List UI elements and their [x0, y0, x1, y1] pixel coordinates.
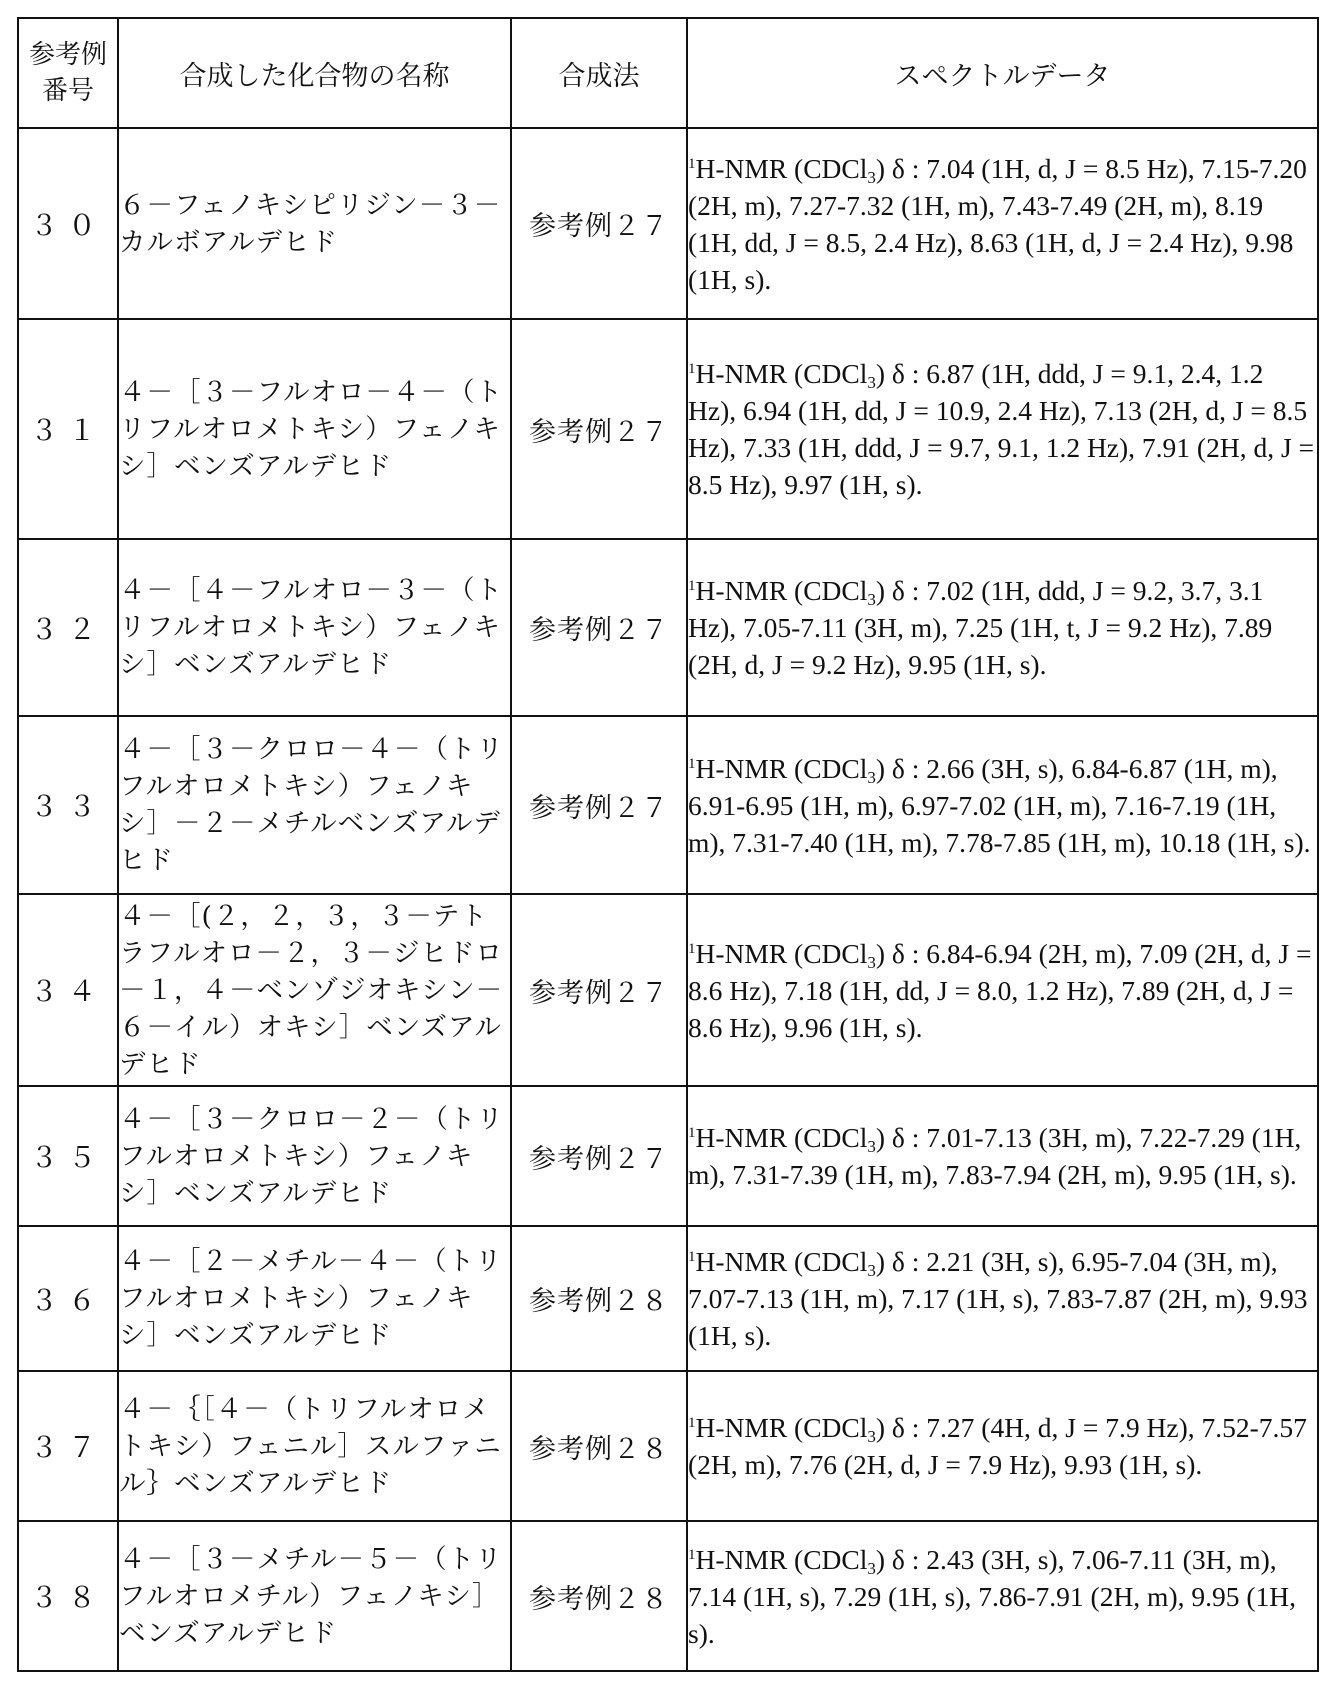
compound-name: ４－［３－メチル－５－（トリフルオロメチル）フェノキシ］ベンズアルデヒド: [118, 1521, 511, 1671]
reference-number: ３０: [18, 128, 118, 319]
nmr-delta: ) δ :: [875, 1543, 927, 1575]
nmr-label: H-NMR (CDCl: [695, 1543, 868, 1575]
nmr-label: H-NMR (CDCl: [695, 1246, 868, 1277]
nmr-isotope: 1: [688, 1415, 696, 1431]
nmr-isotope: 1: [688, 755, 696, 772]
synthesis-method: 参考例２７: [511, 319, 687, 539]
table-row: [18, 319, 1318, 539]
compound-name: ４－［２－メチル－４－（トリフルオロメトキシ）フェノキシ］ベンズアルデヒド: [118, 1226, 511, 1371]
header-number-line2: 番号: [41, 76, 94, 106]
nmr-peaks: 7.01-7.13 (3H, m), 7.22-7.29 (1H, m), 7.31-7.39 (1H, m), 7.83-7.94 (2H, m), 9.95 (1H, s).: [688, 1122, 1302, 1190]
header-compound-name: 合成した化合物の名称: [118, 18, 511, 128]
spectrum-data: [687, 1086, 1318, 1226]
table-row: [18, 1226, 1318, 1371]
header-reference-number: [18, 18, 118, 128]
spectrum-data: [687, 319, 1318, 539]
header-synthesis-method: 合成法: [511, 18, 687, 128]
nmr-solvent-subscript: 3: [867, 1261, 876, 1280]
nmr-delta: ) δ :: [875, 1412, 927, 1443]
compound-name: ４－｛［４－（トリフルオロメトキシ）フェニル］スルファニル｝ベンズアルデヒド: [118, 1371, 511, 1521]
nmr-label: H-NMR (CDCl: [695, 152, 868, 184]
synthesis-method: 参考例２８: [511, 1371, 687, 1521]
header-row: [18, 18, 1318, 128]
nmr-isotope: 1: [688, 361, 696, 377]
reference-number: ３５: [18, 1086, 118, 1226]
nmr-peaks: 7.27 (4H, d, J = 7.9 Hz), 7.52-7.57 (2H, m), 7.76 (2H, d, J = 7.9 Hz), 9.93 (1H, s).: [688, 1412, 1307, 1480]
spectrum-data: [687, 128, 1318, 319]
nmr-isotope: 1: [688, 1249, 696, 1265]
nmr-delta: ) δ :: [875, 152, 927, 184]
nmr-solvent-subscript: 3: [867, 767, 876, 787]
compound-name: ４－［３－クロロ－２－（トリフルオロメトキシ）フェノキシ］ベンズアルデヒド: [118, 1086, 511, 1226]
nmr-delta: ) δ :: [875, 937, 927, 969]
nmr-peaks: 2.21 (3H, s), 6.95-7.04 (3H, m), 7.07-7.13 (1H, m), 7.17 (1H, s), 7.83-7.87 (2H, m), 9.93 (1H, s).: [688, 1246, 1308, 1351]
reference-number: ３８: [18, 1521, 118, 1671]
reference-number: ３４: [18, 894, 118, 1086]
nmr-peaks: 7.04 (1H, d, J = 8.5 Hz), 7.15-7.20 (2H, m), 7.27-7.32 (1H, m), 7.43-7.49 (2H, m), 8.19 (1H, dd, J = 8.5, 2.4 Hz), 8.63 (1H, d, J = 2.4 Hz), 9.98 (1H, s).: [688, 152, 1307, 295]
table-row: [18, 1371, 1318, 1521]
nmr-isotope: 1: [688, 1125, 696, 1141]
reference-number: ３３: [18, 716, 118, 894]
nmr-solvent-subscript: 3: [867, 952, 876, 972]
nmr-delta: ) δ :: [875, 1246, 927, 1277]
compound-name: ４－［(２，２，３，３－テトラフルオロ－２，３－ジヒドロ－１，４－ベンゾジオキシン－６－イル）オキシ］ベンズアルデヒド: [118, 894, 511, 1086]
reference-number: ３６: [18, 1226, 118, 1371]
header-spectrum-data: スペクトルデータ: [687, 18, 1318, 128]
nmr-peaks: 6.87 (1H, ddd, J = 9.1, 2.4, 1.2 Hz), 6.94 (1H, dd, J = 10.9, 2.4 Hz), 7.13 (2H, d, J = 8.5 Hz), 7.33 (1H, ddd, J = 9.7, 9.1, 1.2 Hz), 7.91 (2H, d, J = 8.5 Hz), 9.97 (1H, s).: [688, 358, 1315, 500]
nmr-solvent-subscript: 3: [867, 1558, 876, 1578]
nmr-delta: ) δ :: [875, 575, 927, 606]
synthesis-method: 参考例２７: [511, 128, 687, 319]
nmr-label: H-NMR (CDCl: [695, 1412, 868, 1443]
nmr-isotope: 1: [688, 940, 696, 957]
spectrum-data: [687, 1226, 1318, 1371]
compound-name: ６－フェノキシピリジン－３－カルボアルデヒド: [118, 128, 511, 319]
nmr-solvent-subscript: 3: [867, 167, 876, 187]
nmr-label: H-NMR (CDCl: [695, 1122, 868, 1153]
nmr-label: H-NMR (CDCl: [695, 358, 868, 389]
table-row: [18, 539, 1318, 716]
nmr-peaks: 6.84-6.94 (2H, m), 7.09 (2H, d, J = 8.6 Hz), 7.18 (1H, dd, J = 8.0, 1.2 Hz), 7.89 (2H, d, J = 8.6 Hz), 9.96 (1H, s).: [688, 937, 1312, 1043]
reference-number: ３１: [18, 319, 118, 539]
nmr-label: H-NMR (CDCl: [695, 575, 868, 606]
reference-number: ３７: [18, 1371, 118, 1521]
spectrum-data: [687, 1521, 1318, 1671]
synthesis-method: 参考例２８: [511, 1521, 687, 1671]
synthesis-method: 参考例２７: [511, 894, 687, 1086]
synthesis-method: 参考例２７: [511, 716, 687, 894]
nmr-peaks: 2.43 (3H, s), 7.06-7.11 (3H, m), 7.14 (1H, s), 7.29 (1H, s), 7.86-7.91 (2H, m), 9.95 (1H, s).: [688, 1543, 1296, 1649]
nmr-label: H-NMR (CDCl: [695, 937, 868, 969]
reference-number: ３２: [18, 539, 118, 716]
nmr-solvent-subscript: 3: [867, 1427, 876, 1446]
nmr-peaks: 2.66 (3H, s), 6.84-6.87 (1H, m), 6.91-6.95 (1H, m), 6.97-7.02 (1H, m), 7.16-7.19 (1H, m), 7.31-7.40 (1H, m), 7.78-7.85 (1H, m), 10.18 (1H, s).: [688, 752, 1311, 858]
reference-example-table: [17, 17, 1319, 1672]
nmr-solvent-subscript: 3: [867, 590, 876, 609]
reference-example-table-container: [17, 17, 1319, 1672]
table-row: [18, 1086, 1318, 1226]
table-row: [18, 716, 1318, 894]
spectrum-data: [687, 1371, 1318, 1521]
table-row: [18, 128, 1318, 319]
nmr-isotope: 1: [688, 1546, 696, 1563]
compound-name: ４－［４－フルオロ－３－（トリフルオロメトキシ）フェノキシ］ベンズアルデヒド: [118, 539, 511, 716]
table-row: [18, 894, 1318, 1086]
nmr-delta: ) δ :: [875, 752, 927, 784]
synthesis-method: 参考例２７: [511, 539, 687, 716]
compound-name: ４－［３－フルオロ－４－（トリフルオロメトキシ）フェノキシ］ベンズアルデヒド: [118, 319, 511, 539]
nmr-isotope: 1: [688, 578, 696, 594]
synthesis-method: 参考例２７: [511, 1086, 687, 1226]
nmr-delta: ) δ :: [875, 1122, 927, 1153]
table-row: [18, 1521, 1318, 1671]
nmr-isotope: 1: [688, 155, 696, 172]
compound-name: ４－［３－クロロ－４－（トリフルオロメトキシ）フェノキシ］－２－メチルベンズアルデヒド: [118, 716, 511, 894]
nmr-solvent-subscript: 3: [867, 1137, 876, 1156]
spectrum-data: [687, 894, 1318, 1086]
nmr-solvent-subscript: 3: [867, 373, 876, 392]
synthesis-method: 参考例２８: [511, 1226, 687, 1371]
spectrum-data: [687, 539, 1318, 716]
nmr-peaks: 7.02 (1H, ddd, J = 9.2, 3.7, 3.1 Hz), 7.05-7.11 (3H, m), 7.25 (1H, t, J = 9.2 Hz), 7.89 (2H, d, J = 9.2 Hz), 9.95 (1H, s).: [688, 575, 1273, 680]
nmr-delta: ) δ :: [875, 358, 927, 389]
header-number-line1: 参考例: [28, 40, 107, 70]
nmr-label: H-NMR (CDCl: [695, 752, 868, 784]
spectrum-data: [687, 716, 1318, 894]
